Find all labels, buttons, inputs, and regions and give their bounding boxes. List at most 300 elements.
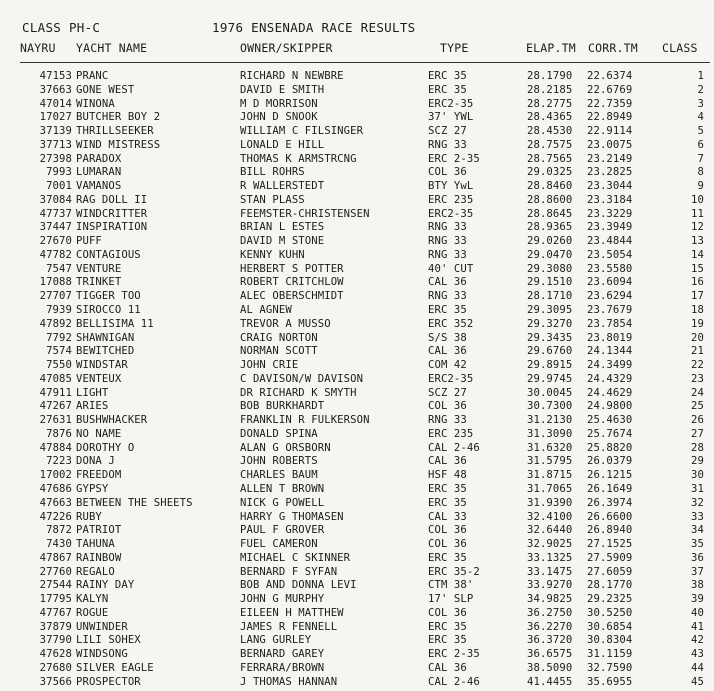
cell-nayru: 47686 [39,482,72,495]
cell-elapsed-time: 29.0470 [527,248,573,261]
cell-owner-skipper: BRIAN L ESTES [240,221,325,234]
cell-owner-skipper: JOHN D SNOOK [240,111,318,124]
cell-elapsed-time: 28.1790 [527,70,573,82]
table-row [0,593,714,607]
column-header-class: CLASS [662,41,698,55]
table-row [0,497,714,511]
cell-corrected-time: 23.3229 [587,207,633,220]
table-row [0,332,714,346]
cell-elapsed-time: 33.9270 [527,579,573,592]
cell-corrected-time: 23.6294 [587,290,633,303]
cell-corrected-time: 23.4844 [587,235,633,248]
class-label: CLASS PH-C [22,20,101,35]
cell-class-place: 13 [691,235,704,248]
cell-nayru: 47782 [39,248,72,261]
cell-nayru: 47663 [39,496,72,509]
cell-yacht-name: GONE WEST [76,83,135,96]
cell-elapsed-time: 31.2130 [527,414,573,427]
cell-corrected-time: 23.5054 [587,248,633,261]
cell-type: ERC 35 [428,551,467,564]
cell-class-place: 40 [691,606,704,619]
cell-class-place: 42 [691,634,704,647]
table-row [0,373,714,387]
cell-class-place: 4 [697,111,704,124]
cell-corrected-time: 26.6600 [587,510,633,523]
cell-nayru: 27680 [39,661,72,674]
table-row [0,469,714,483]
table-row [0,208,714,222]
cell-elapsed-time: 29.8915 [527,359,573,372]
cell-class-place: 30 [691,469,704,482]
cell-yacht-name: RUBY [76,510,102,523]
cell-yacht-name: BETWEEN THE SHEETS [76,496,193,509]
table-row [0,648,714,662]
cell-owner-skipper: ALLEN T BROWN [240,482,325,495]
cell-corrected-time: 23.7854 [587,317,633,330]
cell-yacht-name: BUSHWHACKER [76,414,148,427]
cell-elapsed-time: 29.6760 [527,345,573,358]
cell-class-place: 5 [697,125,704,138]
cell-corrected-time: 22.8949 [587,111,633,124]
cell-type: ERC 352 [428,317,474,330]
cell-type: 40' CUT [428,262,474,275]
cell-yacht-name: UNWINDER [76,620,128,633]
cell-owner-skipper: LONALD E HILL [240,138,325,151]
cell-nayru: 27398 [39,152,72,165]
cell-class-place: 1 [697,70,704,82]
cell-elapsed-time: 28.8600 [527,193,573,206]
cell-type: ERC 2-35 [428,152,480,165]
table-row [0,111,714,125]
cell-class-place: 31 [691,482,704,495]
cell-yacht-name: PARADOX [76,152,122,165]
cell-class-place: 37 [691,565,704,578]
cell-yacht-name: TIGGER TOO [76,290,141,303]
table-row [0,538,714,552]
cell-corrected-time: 22.9114 [587,125,633,138]
cell-corrected-time: 23.3949 [587,221,633,234]
table-row [0,483,714,497]
cell-type: ERC 235 [428,193,474,206]
table-row [0,566,714,580]
column-header-corr: CORR.TM [588,41,638,55]
cell-class-place: 2 [697,83,704,96]
cell-yacht-name: TRINKET [76,276,122,289]
cell-nayru: 47911 [39,386,72,399]
cell-nayru: 37084 [39,193,72,206]
cell-owner-skipper: WILLIAM C FILSINGER [240,125,364,138]
cell-type: RNG 33 [428,221,467,234]
cell-corrected-time: 24.3499 [587,359,633,372]
cell-type: COL 36 [428,166,467,179]
cell-yacht-name: PRANC [76,70,109,82]
cell-yacht-name: BEWITCHED [76,345,135,358]
cell-class-place: 25 [691,400,704,413]
cell-type: ERC 35 [428,496,467,509]
cell-corrected-time: 25.8820 [587,441,633,454]
cell-yacht-name: ROGUE [76,606,109,619]
cell-nayru: 47153 [39,70,72,82]
cell-type: ERC 235 [428,427,474,440]
cell-owner-skipper: DR RICHARD K SMYTH [240,386,357,399]
cell-corrected-time: 25.7674 [587,427,633,440]
cell-owner-skipper: FERRARA/BROWN [240,661,325,674]
cell-type: SCZ 27 [428,125,467,138]
cell-class-place: 10 [691,193,704,206]
cell-class-place: 16 [691,276,704,289]
cell-corrected-time: 23.8019 [587,331,633,344]
cell-class-place: 32 [691,496,704,509]
cell-yacht-name: INSPIRATION [76,221,148,234]
cell-type: ERC2-35 [428,372,474,385]
column-header-elap: ELAP.TM [526,41,576,55]
cell-yacht-name: TAHUNA [76,538,115,551]
cell-nayru: 37879 [39,620,72,633]
cell-nayru: 47628 [39,648,72,661]
cell-class-place: 27 [691,427,704,440]
column-header-row [0,41,714,61]
cell-corrected-time: 27.1525 [587,538,633,551]
cell-owner-skipper: FUEL CAMERON [240,538,318,551]
cell-yacht-name: BUTCHER BOY 2 [76,111,161,124]
cell-elapsed-time: 41.4455 [527,675,573,688]
cell-owner-skipper: DAVID E SMITH [240,83,325,96]
cell-type: RNG 33 [428,414,467,427]
cell-yacht-name: VENTURE [76,262,122,275]
cell-nayru: 7792 [46,331,72,344]
cell-owner-skipper: CHARLES BAUM [240,469,318,482]
cell-nayru: 47884 [39,441,72,454]
table-row [0,387,714,401]
cell-nayru: 47867 [39,551,72,564]
cell-nayru: 7939 [46,304,72,317]
cell-type: ERC2-35 [428,97,474,110]
cell-corrected-time: 24.9800 [587,400,633,413]
cell-corrected-time: 35.6955 [587,675,633,688]
cell-nayru: 7547 [46,262,72,275]
cell-owner-skipper: M D MORRISON [240,97,318,110]
table-row [0,607,714,621]
cell-class-place: 34 [691,524,704,537]
cell-corrected-time: 23.6094 [587,276,633,289]
cell-nayru: 7876 [46,427,72,440]
cell-nayru: 7574 [46,345,72,358]
cell-yacht-name: REGALO [76,565,115,578]
cell-corrected-time: 30.5250 [587,606,633,619]
cell-class-place: 6 [697,138,704,151]
cell-type: CTM 38' [428,579,474,592]
cell-type: SCZ 27 [428,386,467,399]
cell-nayru: 17795 [39,593,72,606]
table-row [0,249,714,263]
table-row [0,125,714,139]
cell-class-place: 43 [691,648,704,661]
cell-nayru: 27544 [39,579,72,592]
cell-owner-skipper: JOHN CRIE [240,359,299,372]
cell-nayru: 47226 [39,510,72,523]
cell-corrected-time: 26.3974 [587,496,633,509]
cell-class-place: 9 [697,180,704,193]
cell-elapsed-time: 29.3270 [527,317,573,330]
cell-type: 37' YWL [428,111,474,124]
table-row [0,180,714,194]
cell-owner-skipper: ROBERT CRITCHLOW [240,276,344,289]
table-row [0,511,714,525]
cell-owner-skipper: PAUL F GROVER [240,524,325,537]
cell-yacht-name: DONA J [76,455,115,468]
cell-type: ERC 35-2 [428,565,480,578]
cell-type: COL 36 [428,400,467,413]
cell-corrected-time: 23.2149 [587,152,633,165]
cell-corrected-time: 27.6059 [587,565,633,578]
cell-corrected-time: 24.4629 [587,386,633,399]
cell-owner-skipper: JOHN ROBERTS [240,455,318,468]
cell-type: COM 42 [428,359,467,372]
cell-owner-skipper: CRAIG NORTON [240,331,318,344]
table-row [0,414,714,428]
cell-type: ERC 35 [428,634,467,647]
cell-elapsed-time: 28.4365 [527,111,573,124]
cell-elapsed-time: 29.0260 [527,235,573,248]
cell-nayru: 47737 [39,207,72,220]
cell-type: RNG 33 [428,138,467,151]
cell-owner-skipper: JAMES R FENNELL [240,620,338,633]
cell-elapsed-time: 30.0045 [527,386,573,399]
cell-corrected-time: 26.1649 [587,482,633,495]
cell-elapsed-time: 28.8645 [527,207,573,220]
cell-yacht-name: LIGHT [76,386,109,399]
cell-yacht-name: WINDCRITTER [76,207,148,220]
cell-corrected-time: 22.7359 [587,97,633,110]
cell-yacht-name: GYPSY [76,482,109,495]
cell-elapsed-time: 33.1325 [527,551,573,564]
table-row [0,290,714,304]
cell-nayru: 7001 [46,180,72,193]
table-row [0,455,714,469]
cell-owner-skipper: TREVOR A MUSSO [240,317,331,330]
cell-elapsed-time: 28.8460 [527,180,573,193]
cell-owner-skipper: J THOMAS HANNAN [240,675,338,688]
cell-corrected-time: 29.2325 [587,593,633,606]
cell-elapsed-time: 29.0325 [527,166,573,179]
cell-nayru: 17002 [39,469,72,482]
cell-corrected-time: 23.7679 [587,304,633,317]
cell-elapsed-time: 28.9365 [527,221,573,234]
cell-nayru: 7223 [46,455,72,468]
cell-class-place: 8 [697,166,704,179]
cell-nayru: 27707 [39,290,72,303]
cell-yacht-name: ARIES [76,400,109,413]
cell-yacht-name: SIROCCO 11 [76,304,141,317]
cell-nayru: 47014 [39,97,72,110]
table-row [0,139,714,153]
cell-corrected-time: 23.3044 [587,180,633,193]
cell-class-place: 18 [691,304,704,317]
cell-corrected-time: 22.6374 [587,70,633,82]
cell-owner-skipper: BOB BURKHARDT [240,400,325,413]
cell-nayru: 7993 [46,166,72,179]
cell-owner-skipper: FRANKLIN R FULKERSON [240,414,370,427]
cell-nayru: 37663 [39,83,72,96]
cell-type: ERC 35 [428,620,467,633]
cell-nayru: 47267 [39,400,72,413]
results-table [0,70,714,689]
table-row [0,98,714,112]
table-row [0,263,714,277]
cell-class-place: 39 [691,593,704,606]
cell-elapsed-time: 28.2775 [527,97,573,110]
cell-type: BTY YwL [428,180,474,193]
cell-nayru: 37447 [39,221,72,234]
cell-class-place: 41 [691,620,704,633]
cell-yacht-name: RAG DOLL II [76,193,148,206]
cell-elapsed-time: 31.9390 [527,496,573,509]
cell-class-place: 26 [691,414,704,427]
cell-elapsed-time: 32.6440 [527,524,573,537]
cell-elapsed-time: 36.3720 [527,634,573,647]
page-title: 1976 ENSENADA RACE RESULTS [212,20,416,35]
cell-owner-skipper: DAVID M STONE [240,235,325,248]
cell-nayru: 37566 [39,675,72,688]
cell-class-place: 15 [691,262,704,275]
cell-nayru: 37790 [39,634,72,647]
cell-corrected-time: 32.7590 [587,661,633,674]
cell-elapsed-time: 32.9025 [527,538,573,551]
cell-type: ERC2-35 [428,207,474,220]
table-row [0,676,714,690]
cell-class-place: 19 [691,317,704,330]
cell-elapsed-time: 28.2185 [527,83,573,96]
cell-yacht-name: LUMARAN [76,166,122,179]
cell-yacht-name: WINDSTAR [76,359,128,372]
cell-owner-skipper: BERNARD F SYFAN [240,565,338,578]
cell-class-place: 17 [691,290,704,303]
cell-nayru: 27760 [39,565,72,578]
header-divider [20,62,710,63]
cell-class-place: 22 [691,359,704,372]
cell-elapsed-time: 28.7575 [527,138,573,151]
cell-type: ERC 35 [428,70,467,82]
cell-owner-skipper: LANG GURLEY [240,634,312,647]
cell-type: CAL 2-46 [428,675,480,688]
cell-class-place: 23 [691,372,704,385]
table-row [0,318,714,332]
cell-yacht-name: LILI SOHEX [76,634,141,647]
cell-class-place: 29 [691,455,704,468]
cell-owner-skipper: AL AGNEW [240,304,292,317]
cell-nayru: 17027 [39,111,72,124]
cell-yacht-name: THRILLSEEKER [76,125,154,138]
cell-elapsed-time: 38.5090 [527,661,573,674]
cell-class-place: 36 [691,551,704,564]
column-header-type: TYPE [440,41,469,55]
cell-elapsed-time: 36.2750 [527,606,573,619]
table-row [0,70,714,84]
cell-class-place: 28 [691,441,704,454]
cell-elapsed-time: 29.1510 [527,276,573,289]
cell-elapsed-time: 29.3435 [527,331,573,344]
cell-owner-skipper: DONALD SPINA [240,427,318,440]
table-row [0,276,714,290]
cell-yacht-name: SILVER EAGLE [76,661,154,674]
cell-owner-skipper: JOHN G MURPHY [240,593,325,606]
cell-type: HSF 48 [428,469,467,482]
cell-owner-skipper: C DAVISON/W DAVISON [240,372,364,385]
table-row [0,442,714,456]
cell-elapsed-time: 32.4100 [527,510,573,523]
cell-elapsed-time: 30.7300 [527,400,573,413]
table-row [0,662,714,676]
cell-corrected-time: 30.8304 [587,634,633,647]
cell-nayru: 27670 [39,235,72,248]
table-row [0,194,714,208]
cell-yacht-name: CONTAGIOUS [76,248,141,261]
cell-elapsed-time: 33.1475 [527,565,573,578]
cell-type: COL 36 [428,524,467,537]
cell-owner-skipper: RICHARD N NEWBRE [240,70,344,82]
table-row [0,428,714,442]
cell-elapsed-time: 36.6575 [527,648,573,661]
table-row [0,235,714,249]
cell-yacht-name: RAINBOW [76,551,122,564]
cell-type: S/S 38 [428,331,467,344]
cell-owner-skipper: BOB AND DONNA LEVI [240,579,357,592]
cell-type: COL 36 [428,538,467,551]
cell-elapsed-time: 31.6320 [527,441,573,454]
table-row [0,153,714,167]
cell-nayru: 7550 [46,359,72,372]
cell-type: ERC 35 [428,83,467,96]
cell-nayru: 17088 [39,276,72,289]
cell-class-place: 3 [697,97,704,110]
cell-corrected-time: 26.0379 [587,455,633,468]
cell-corrected-time: 24.4329 [587,372,633,385]
cell-elapsed-time: 28.1710 [527,290,573,303]
cell-yacht-name: VAMANOS [76,180,122,193]
table-row [0,634,714,648]
cell-yacht-name: WIND MISTRESS [76,138,161,151]
cell-class-place: 12 [691,221,704,234]
cell-yacht-name: VENTEUX [76,372,122,385]
cell-type: RNG 33 [428,290,467,303]
table-row [0,359,714,373]
table-row [0,84,714,98]
cell-corrected-time: 23.3184 [587,193,633,206]
cell-type: COL 36 [428,606,467,619]
cell-type: CAL 2-46 [428,441,480,454]
cell-type: ERC 2-35 [428,648,480,661]
cell-elapsed-time: 28.4530 [527,125,573,138]
cell-type: CAL 33 [428,510,467,523]
cell-nayru: 47767 [39,606,72,619]
cell-owner-skipper: KENNY KUHN [240,248,305,261]
cell-nayru: 7430 [46,538,72,551]
cell-nayru: 37713 [39,138,72,151]
table-row [0,621,714,635]
cell-elapsed-time: 31.3090 [527,427,573,440]
cell-owner-skipper: R WALLERSTEDT [240,180,325,193]
table-row [0,345,714,359]
cell-class-place: 21 [691,345,704,358]
cell-class-place: 7 [697,152,704,165]
table-row [0,579,714,593]
cell-yacht-name: WINDSONG [76,648,128,661]
cell-class-place: 35 [691,538,704,551]
cell-owner-skipper: ALEC OBERSCHMIDT [240,290,344,303]
cell-nayru: 37139 [39,125,72,138]
cell-owner-skipper: NICK G POWELL [240,496,325,509]
cell-yacht-name: PROSPECTOR [76,675,141,688]
